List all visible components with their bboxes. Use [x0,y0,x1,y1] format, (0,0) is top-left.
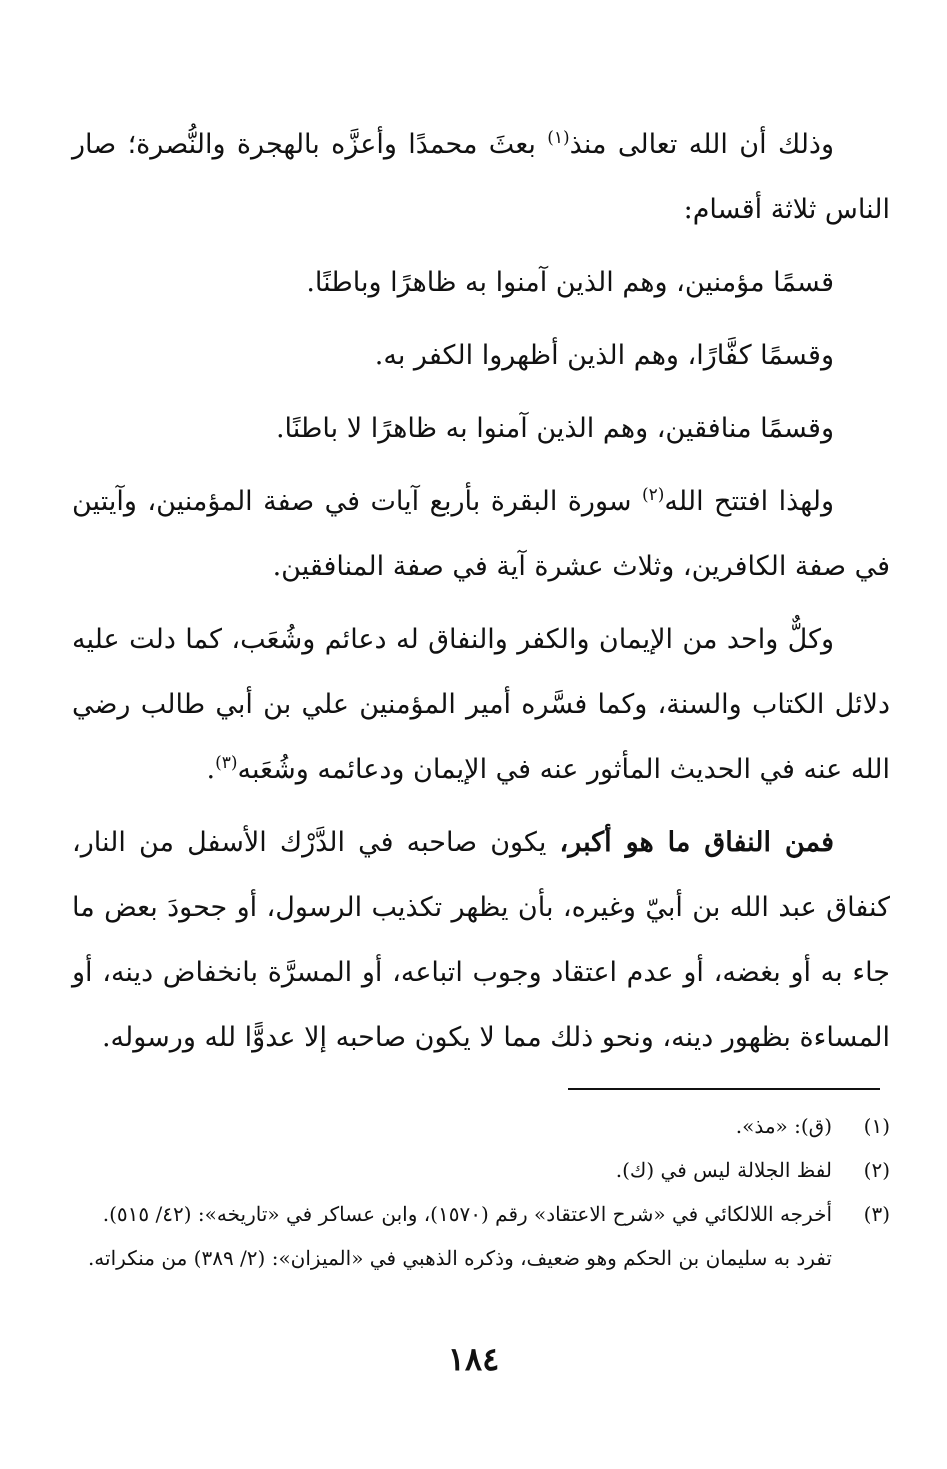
footnote-ref-3: (٣) [215,753,238,773]
paragraph-7-bold-lead: فمن النفاق ما هو أكبر، [559,827,834,858]
paragraph-5-text-a: ولهذا افتتح الله [664,486,834,517]
paragraph-6 [72,607,890,802]
paragraph-1 [72,112,890,242]
main-text [72,112,890,1078]
paragraph-7 [72,810,890,1070]
footnote-3 [72,1192,890,1280]
paragraph-5-text-b: سورة البقرة بأربع آيات في صفة المؤمنين، وآيتين في صفة الكافرين، وثلاث عشرة آية في صفة المنافقين. [72,486,890,582]
footnotes [72,1104,890,1280]
footnote-2 [72,1148,890,1192]
footnote-text: أخرجه اللالكائي في «شرح الاعتقاد» رقم (١٥٧٠)، وابن عساكر في «تاريخه»: (٤٢/ ٥١٥). تفرد به سليمان بن الحكم وهو ضعيف، وذكره الذهبي في «الميزان»: (٢/ ٣٨٩) من منكراته. [87,1202,832,1270]
paragraph-2: قسمًا مؤمنين، وهم الذين آمنوا به ظاهرًا وباطنًا. [306,267,834,298]
footnote-number: (٣) [863,1202,890,1226]
paragraph-1-text-a: وذلك أن الله تعالى منذ [569,129,834,160]
footnote-1 [72,1104,890,1148]
paragraph-4: وقسمًا منافقين، وهم الذين آمنوا به ظاهرًا لا باطنًا. [275,413,834,444]
footnote-text: لفظ الجلالة ليس في (ك). [615,1158,832,1182]
footnote-number: (١) [863,1114,890,1138]
page-number: ١٨٤ [447,1340,500,1378]
paragraph-3: وقسمًا كفَّارًا، وهم الذين أظهروا الكفر به. [374,340,834,371]
paragraph-1-text-b: بعثَ محمدًا وأعزَّه بالهجرة والنُّصرة؛ صار الناس ثلاثة أقسام: [72,129,890,225]
paragraph-5 [72,469,890,599]
paragraph-6-text-b: . [206,754,216,785]
footnote-separator [568,1088,880,1090]
paragraph-6-text-a: وكلٌّ واحد من الإيمان والكفر والنفاق له دعائم وشُعَب، كما دلت عليه دلائل الكتاب والسنة، وكما فسَّره أمير المؤمنين علي بن أبي طالب رضي الله عنه في الحديث المأثور عنه في الإيمان ودعائمه وشُعَبه [72,624,890,785]
paragraph-7-text: يكون صاحبه في الدَّرْك الأسفل من النار، كنفاق عبد الله بن أبيّ وغيره، بأن يظهر تكذيب الرسول، أو جحودَ بعض ما جاء به أو بغضه، أو عدم اعتقاد وجوب اتباعه، أو المسرَّة بانخفاض دينه، أو المساءة بظهور دينه، ونحو ذلك مما لا يكون صاحبه إلا عدوًّا لله ورسوله. [72,827,890,1053]
footnote-number: (٢) [863,1158,890,1182]
footnote-ref-2: (٢) [642,485,665,505]
footnote-ref-1: (١) [547,128,570,148]
footnote-text: (ق): «مذ». [735,1114,832,1138]
